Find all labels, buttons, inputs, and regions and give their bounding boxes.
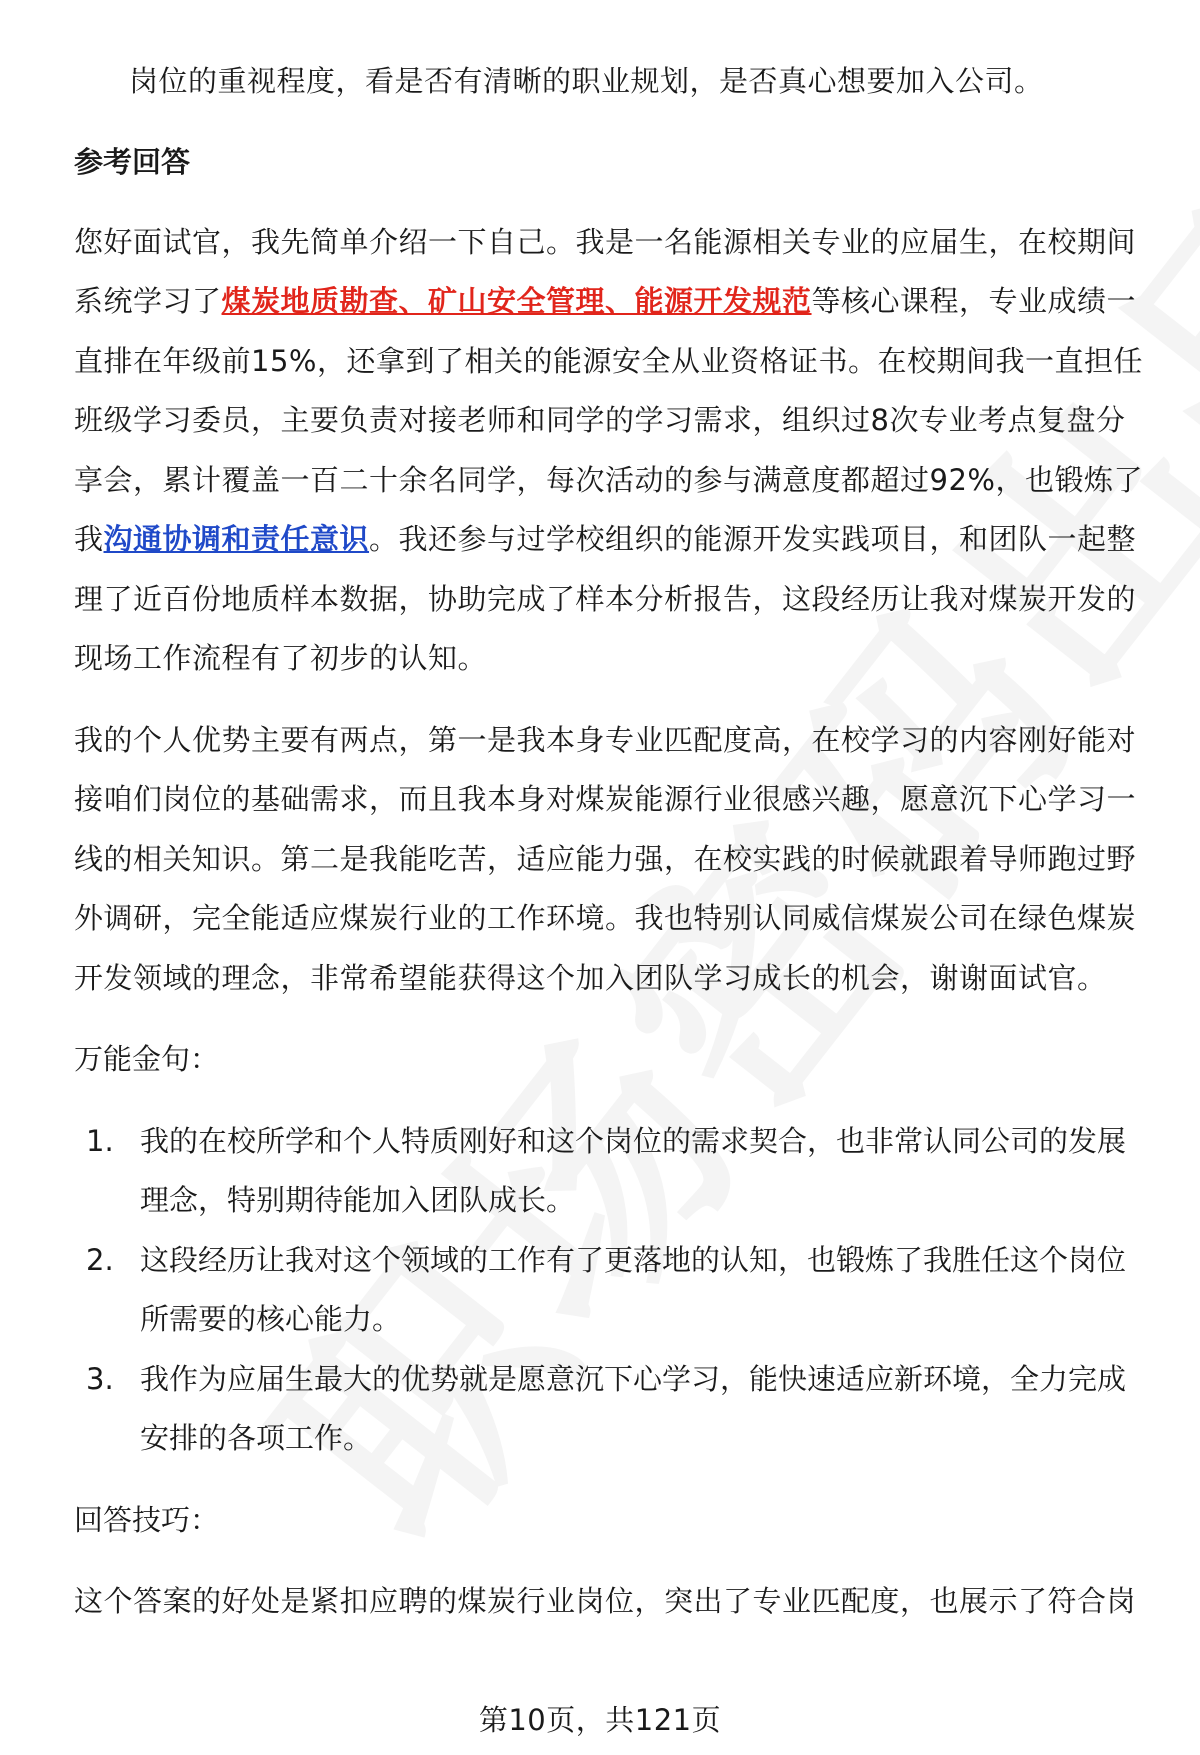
tips-label: 回答技巧： — [74, 1502, 220, 1537]
answer-text-c: 。我还参与过学校组织的能源开发实践项目，和团队一起整理了近百份地质样本数据，协助完成了样本分析报告，这段经历让我对煤炭开发的现场工作流程有了初步的认知。 — [74, 522, 1137, 675]
answer-text-a: 您好面试官，我先简单介绍一下自己。我是一名能源相关专业的应届生，在校期间系统学习了 — [74, 224, 1137, 318]
intro-tail: 岗位的重视程度，看是否有清晰的职业规划，是否真心想要加入公司。 — [129, 64, 1044, 98]
golden-sentences-label: 万能金句： — [74, 1042, 220, 1076]
list-number: 3. — [86, 1361, 114, 1396]
list-item — [74, 1350, 1144, 1469]
list-number: 1. — [86, 1123, 114, 1158]
answer-paragraph-1 — [74, 213, 1144, 689]
list-number: 2. — [86, 1242, 114, 1277]
tips-paragraph: 这个答案的好处是紧扣应聘的煤炭行业岗位，突出了专业匹配度，也展示了符合岗 — [74, 1584, 1137, 1618]
page-number: 第10页，共121页 — [478, 1703, 722, 1737]
list-item — [74, 1112, 1144, 1231]
list-text: 这段经历让我对这个领域的工作有了更落地的认知，也锻炼了我胜任这个岗位所需要的核心能力。 — [140, 1242, 1127, 1336]
page-content — [74, 52, 1144, 1632]
list-item — [74, 1231, 1144, 1350]
highlight-skills: 沟通协调和责任意识 — [103, 522, 370, 556]
golden-sentences-list — [74, 1112, 1144, 1469]
answer-text-b: 等核心课程，专业成绩一直排在年级前15%，还拿到了相关的能源安全从业资格证书。在校期间我一直担任班级学习委员，主要负责对接老师和同学的学习需求，组织过8次专业考点复盘分享会，累计覆盖一百二十余名同学，每次活动的参与满意度都超过92%，也锻炼了我 — [74, 284, 1143, 556]
reference-heading: 参考回答 — [74, 144, 191, 179]
list-text: 我的在校所学和个人特质刚好和这个岗位的需求契合，也非常认同公司的发展理念，特别期待能加入团队成长。 — [140, 1123, 1127, 1217]
answer-paragraph-2: 我的个人优势主要有两点，第一是我本身专业匹配度高，在校学习的内容刚好能对接咱们岗位的基础需求，而且我本身对煤炭能源行业很感兴趣，愿意沉下心学习一线的相关知识。第二是我能吃苦，适应能力强，在校实践的时候就跟着导师跑过野外调研，完全能适应煤炭行业的工作环境。我也特别认同威信煤炭公司在绿色煤炭开发领域的理念，非常希望能获得这个加入团队学习成长的机会，谢谢面试官。 — [74, 722, 1137, 995]
highlight-courses: 煤炭地质勘查、矿山安全管理、能源开发规范 — [221, 284, 812, 318]
list-text: 我作为应届生最大的优势就是愿意沉下心学习，能快速适应新环境，全力完成安排的各项工作。 — [140, 1361, 1127, 1455]
